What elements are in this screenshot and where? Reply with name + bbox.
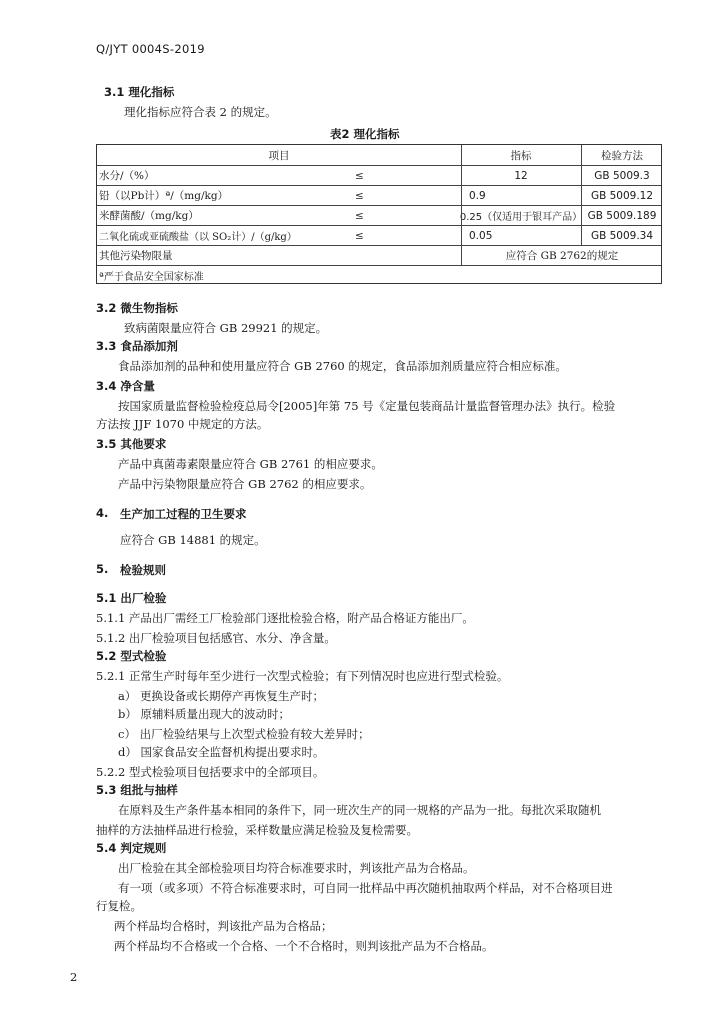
- table-row: [97, 225, 661, 245]
- list-item: a） 更换设备或长期停产再恢复生产时；: [118, 689, 325, 703]
- section-3-4-text-2: 方法按 JJF 1070 中规定的方法。: [96, 417, 269, 431]
- table-footnote-row: [97, 265, 661, 284]
- section-3-4-text-1: 按国家质量监督检验检疫总局令[2005]年第 75 号《定量包装商品计量监督管理办法》执行。检验: [118, 399, 616, 413]
- column-divider: [461, 145, 462, 265]
- header-value: 指标: [510, 149, 532, 162]
- section-5-3-text-1: 在原料及生产条件基本相同的条件下，同一班次生产的同一规格的产品为一批。每批次采取随机: [118, 803, 601, 817]
- section-3-5-title: 3.5 其他要求: [96, 437, 167, 451]
- section-5-1-title: 5.1 出厂检验: [96, 591, 167, 605]
- row-operator: ≤: [355, 209, 364, 222]
- row-method: GB 5009.12: [590, 189, 654, 202]
- section-5-4-title: 5.4 判定规则: [96, 841, 167, 855]
- section-5-2-1: 5.2.1 正常生产时每年至少进行一次型式检验；有下列情况时也应进行型式检验。: [96, 669, 509, 683]
- header-method: 检验方法: [601, 149, 643, 162]
- row-item: 米酵菌酸/（mg/kg）: [99, 210, 199, 222]
- section-3-1-text: 理化指标应符合表 2 的规定。: [124, 105, 277, 119]
- table-row: [97, 185, 661, 205]
- section-5-4-text-3: 行复检。: [96, 899, 142, 913]
- row-operator: ≤: [355, 169, 364, 182]
- section-3-5-line-2: 产品中污染物限量应符合 GB 2762 的相应要求。: [118, 477, 372, 491]
- section-5-4-text-2: 有一项（或多项）不符合标准要求时，可自同一批样品中再次随机抽取两个样品，对不合格项目进: [118, 881, 613, 895]
- section-3-5-line-1: 产品中真菌毒素限量应符合 GB 2761 的相应要求。: [118, 457, 383, 471]
- list-item: c） 出厂检验结果与上次型式检验有较大差异时；: [118, 727, 370, 741]
- table-header-row: [97, 145, 661, 165]
- row-item: 铅（以Pb计）ª/（mg/kg）: [99, 190, 229, 202]
- section-5-2-2: 5.2.2 型式检验项目包括要求中的全部项目。: [96, 765, 325, 779]
- section-3-3-text: 食品添加剂的品种和使用量应符合 GB 2760 的规定，食品添加剂质量应符合相应标准。: [118, 359, 567, 373]
- section-5-2-title: 5.2 型式检验: [96, 649, 167, 663]
- section-5-4-text-4: 两个样品均合格时，判该批产品为合格品；: [114, 919, 333, 933]
- column-divider: [581, 145, 582, 245]
- row-item: 二氧化硫或亚硫酸盐（以 SO₂计）/（g/kg）: [99, 232, 297, 243]
- row-operator: ≤: [355, 229, 364, 242]
- table-row-other: [97, 245, 661, 265]
- row-value: 0.05: [469, 229, 493, 242]
- section-5-title: 检验规则: [120, 563, 166, 577]
- table-row: [97, 205, 661, 225]
- row-operator: ≤: [355, 189, 364, 202]
- other-item: 其他污染物限量: [99, 250, 173, 262]
- row-method: GB 5009.189: [587, 209, 657, 222]
- section-5-1-1: 5.1.1 产品出厂需经工厂检验部门逐批检验合格，附产品合格证方能出厂。: [96, 611, 474, 625]
- section-5-3-title: 5.3 组批与抽样: [96, 783, 178, 797]
- document-code: Q/JYT 0004S-2019: [96, 42, 205, 56]
- section-4-text: 应符合 GB 14881 的规定。: [120, 533, 266, 547]
- other-value: 应符合 GB 2762的规定: [505, 250, 619, 262]
- section-5-3-text-2: 抽样的方法抽样品进行检验，采样数量应满足检验及复检需要。: [96, 823, 418, 837]
- section-3-3-title: 3.3 食品添加剂: [96, 339, 178, 353]
- row-value: 12: [514, 169, 528, 182]
- section-4-title: 生产加工过程的卫生要求: [120, 507, 247, 521]
- section-4-number: 4.: [96, 506, 109, 520]
- section-5-number: 5.: [96, 562, 109, 576]
- row-method: GB 5009.34: [590, 229, 654, 242]
- header-item: 项目: [268, 149, 290, 162]
- section-5-1-2: 5.1.2 出厂检验项目包括感官、水分、净含量。: [96, 631, 336, 645]
- list-item: d） 国家食品安全监督机构提出要求时。: [118, 745, 325, 759]
- table-footnote: ª严于食品安全国家标准: [99, 271, 204, 283]
- row-item: 水分/（%）: [99, 170, 155, 182]
- row-method: GB 5009.3: [594, 169, 650, 182]
- page-number: 2: [70, 970, 78, 984]
- table-row: [97, 165, 661, 185]
- physicochemical-table: [96, 144, 662, 284]
- row-value: 0.9: [469, 189, 486, 202]
- section-3-1-title: 3.1 理化指标: [104, 85, 175, 99]
- list-item: b） 原辅料质量出现大的波动时；: [118, 707, 291, 721]
- table-caption: 表2 理化指标: [330, 127, 400, 141]
- section-5-4-text-1: 出厂检验在其全部检验项目均符合标准要求时，判该批产品为合格品。: [118, 861, 475, 875]
- section-3-4-title: 3.4 净含量: [96, 379, 155, 393]
- section-5-4-text-5: 两个样品均不合格或一个合格、一个不合格时，则判该批产品为不合格品。: [114, 939, 494, 953]
- row-value: 0.25（仅适用于银耳产品）: [459, 212, 583, 223]
- section-3-2-title: 3.2 微生物指标: [96, 301, 178, 315]
- section-3-2-text: 致病菌限量应符合 GB 29921 的规定。: [124, 321, 328, 335]
